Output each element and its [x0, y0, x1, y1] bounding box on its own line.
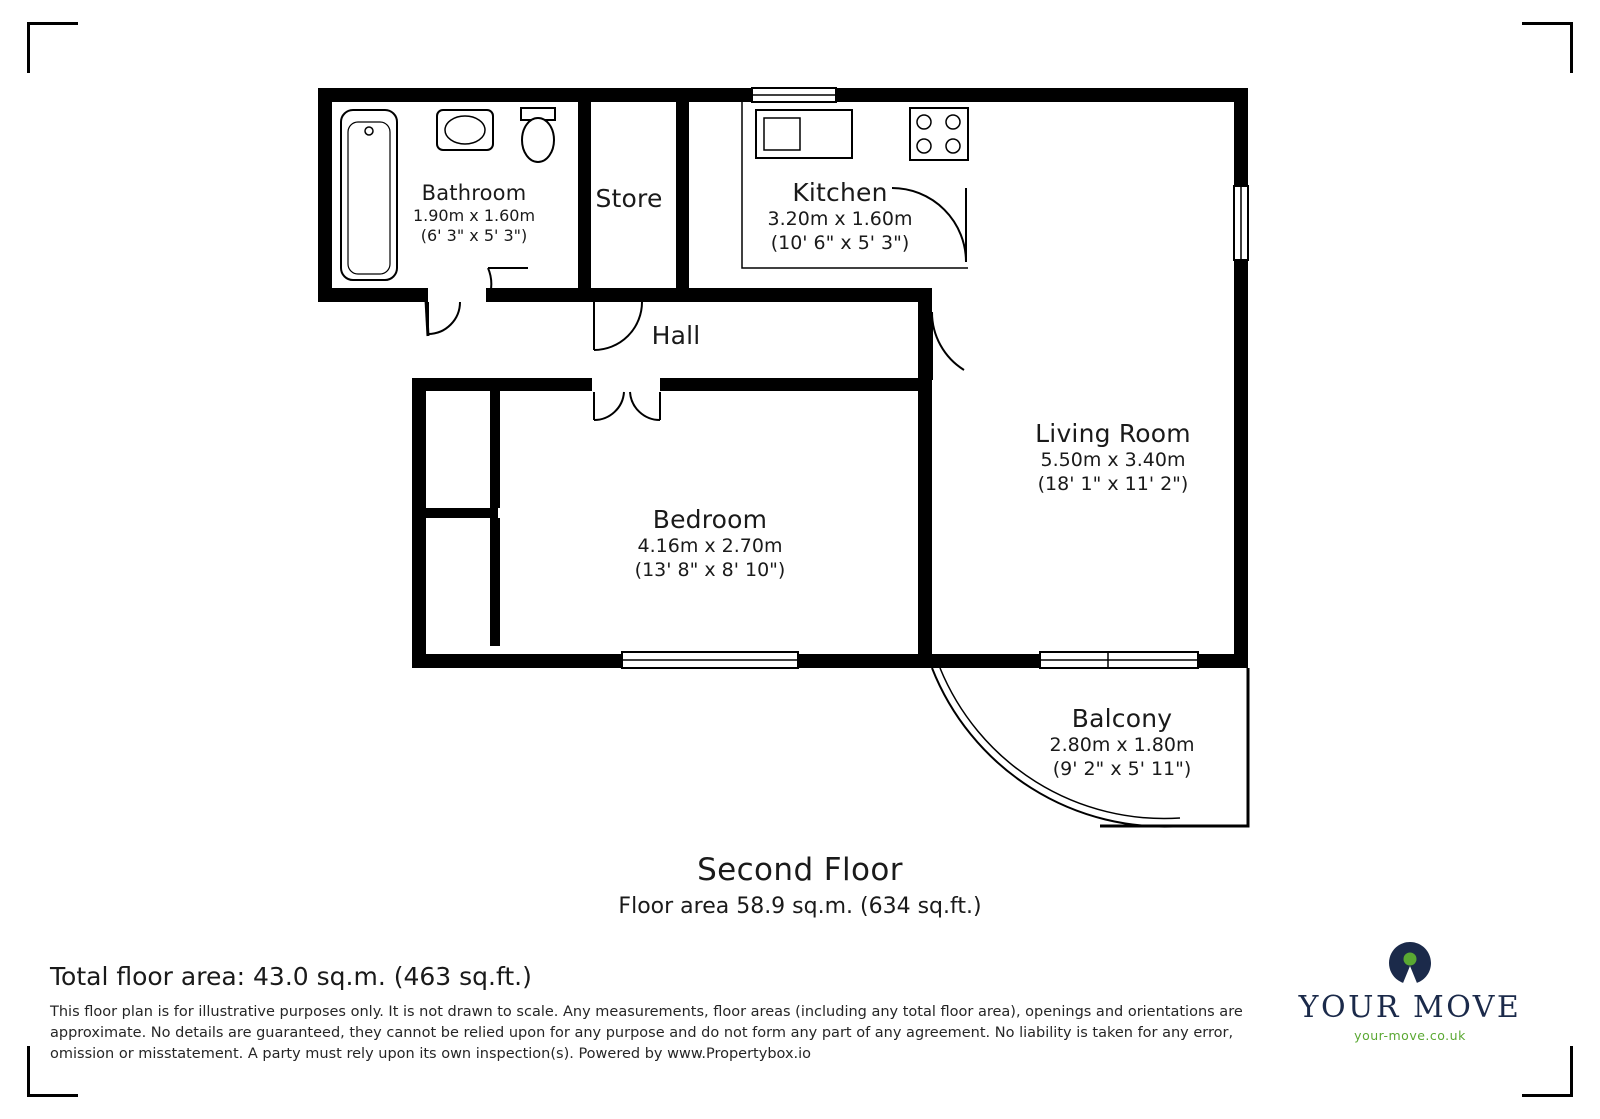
your-move-logo-icon [1387, 940, 1433, 986]
brand-name: YOUR MOVE [1298, 990, 1522, 1025]
room-label-living-room: Living Room 5.50m x 3.40m (18' 1" x 11' 2") [1035, 419, 1191, 495]
floor-area: Floor area 58.9 sq.m. (634 sq.ft.) [618, 894, 982, 919]
room-label-bathroom: Bathroom 1.90m x 1.60m (6' 3" x 5' 3") [412, 181, 536, 246]
room-label-bedroom: Bedroom 4.16m x 2.70m (13' 8" x 8' 10") [634, 505, 786, 581]
floor-title-block [0, 852, 1600, 919]
floor-name: Second Floor [697, 852, 903, 888]
brand-block [1275, 940, 1545, 1043]
room-label-kitchen: Kitchen 3.20m x 1.60m (10' 6" x 5' 3") [767, 178, 913, 254]
room-label-hall: Hall [651, 321, 701, 350]
room-label-store: Store [595, 184, 663, 213]
brand-url: your-move.co.uk [1354, 1028, 1466, 1043]
total-floor-area: Total floor area: 43.0 sq.m. (463 sq.ft.) [50, 962, 532, 991]
disclaimer-text: This floor plan is for illustrative purposes only. It is not drawn to scale. Any measurements, floor areas (including any total floor area), openings and orientations are approximate. No details are guaranteed, they cannot be relied upon for any purpose and do not form any part of any agreement. No liability is taken for any error, omission or misstatement. A party must rely upon its own inspection(s). Powered by www.Propertybox.io [50, 1004, 1243, 1063]
room-label-balcony: Balcony 2.80m x 1.80m (9' 2" x 5' 11") [1049, 704, 1195, 780]
